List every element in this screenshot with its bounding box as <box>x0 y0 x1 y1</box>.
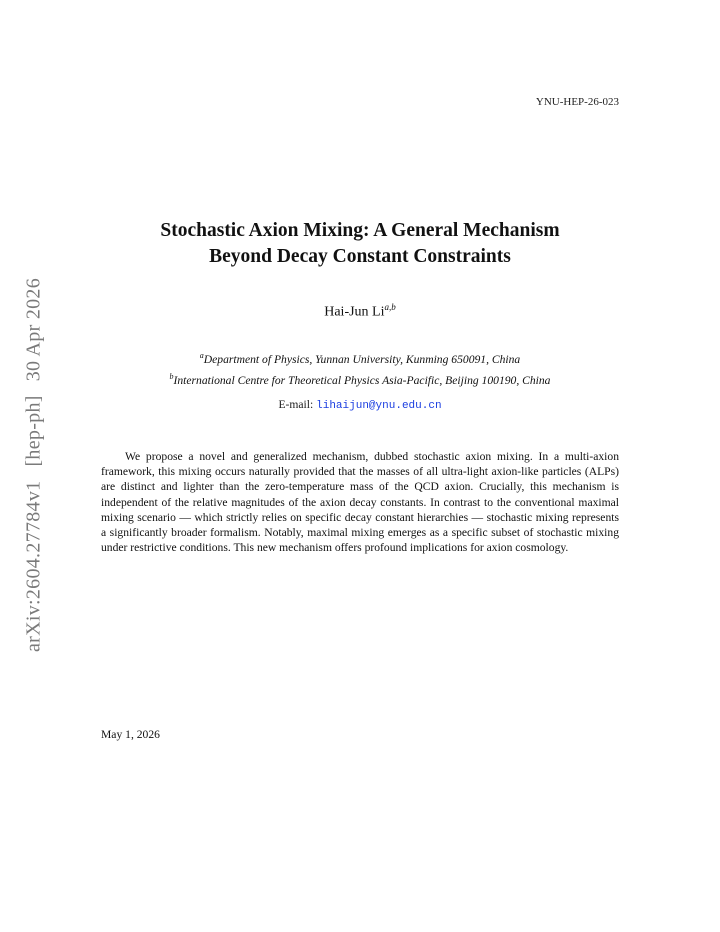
title-line-2: Beyond Decay Constant Constraints <box>209 246 511 267</box>
arxiv-date: 30 Apr 2026 <box>22 277 45 382</box>
affiliation-mark: a <box>199 351 204 360</box>
title-line-1: Stochastic Axion Mixing: A General Mechanism <box>160 220 560 241</box>
arxiv-id: arXiv:2604.27784v1 <box>22 480 45 653</box>
affiliation-text: Department of Physics, Yunnan University, Kunming 650091, China <box>203 352 521 366</box>
affiliation-b <box>60 368 660 389</box>
author-affiliation-marks: a,b <box>384 302 396 312</box>
report-number: YNU-HEP-26-023 <box>535 96 619 108</box>
affiliation-mark: b <box>169 371 174 381</box>
affiliation-text: International Centre for Theoretical Physics Asia-Pacific, Beijing 100190, China <box>173 373 551 387</box>
author-name: Hai-Jun Li <box>324 304 385 320</box>
email-label: E-mail: <box>278 398 314 411</box>
arxiv-stamp[interactable] <box>23 278 46 652</box>
paper-title <box>100 218 620 270</box>
author <box>100 302 620 321</box>
email-line <box>100 398 620 412</box>
affiliations <box>60 347 660 389</box>
arxiv-category: [hep-ph] <box>22 395 45 467</box>
affiliation-a <box>60 347 660 368</box>
email-link[interactable]: lihaijun@ynu.edu.cn <box>316 400 442 412</box>
paper-date: May 1, 2026 <box>101 728 160 741</box>
abstract: We propose a novel and generalized mechanism, dubbed stochastic axion mixing. In a multi-axion framework, this mixing occurs naturally provided that the masses of all ultra-light axion-like particles (ALPs) are distinct and lighter than the zero-temperature mass of the QCD axion. Crucially, this mechanism is independent of the relative magnitudes of the axion decay constants. In contrast to the conventional maximal mixing scenario — which strictly relies on specific decay constant hierarchies — stochastic mixing represents a significantly broader formalism. Notably, maximal mixing emerges as a specific subset of stochastic mixing under restrictive conditions. This new mechanism offers profound implications for axion cosmology. <box>101 450 619 555</box>
